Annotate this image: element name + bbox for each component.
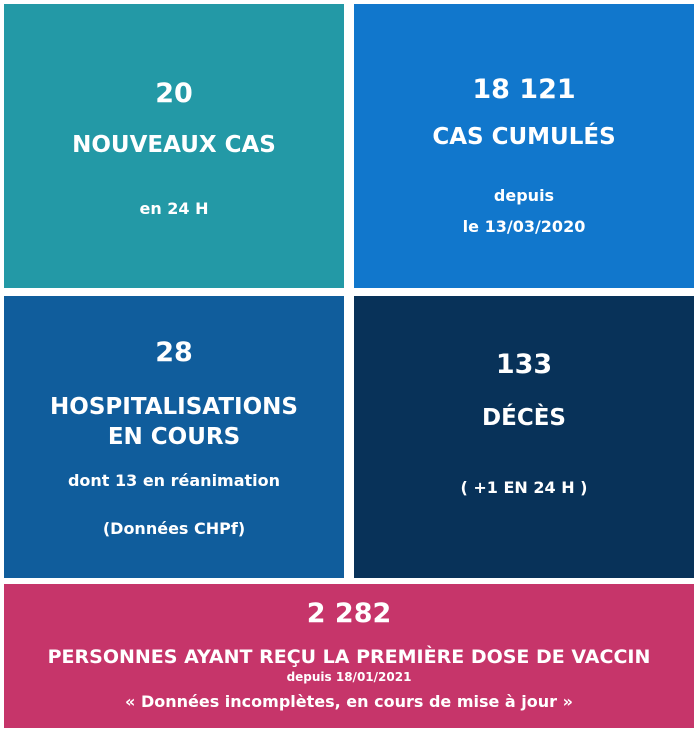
deaths-value: 133 (495, 349, 553, 380)
icu-count: dont 13 en réanimation (67, 471, 281, 490)
new-cases-card (4, 4, 344, 288)
data-source: (Données CHPf) (102, 519, 246, 538)
vaccination-note: « Données incomplètes, en cours de mise à jour » (125, 692, 573, 711)
hospitalisations-card (4, 296, 344, 578)
vaccination-card (4, 584, 694, 728)
deaths-label: DÉCÈS (482, 405, 566, 431)
hospitalisations-value: 28 (155, 337, 193, 368)
vaccination-value: 2 282 (306, 598, 392, 629)
hospitalisations-label: HOSPITALISATIONS (50, 394, 298, 420)
hospitalisations-label-2: EN COURS (107, 424, 241, 450)
cumulative-since-label: depuis (493, 186, 555, 205)
cumulative-cases-value: 18 121 (472, 74, 576, 105)
cumulative-since-date: le 13/03/2020 (462, 217, 586, 236)
deaths-24h: ( +1 EN 24 H ) (460, 478, 588, 497)
cumulative-cases-label: CAS CUMULÉS (432, 124, 616, 150)
cumulative-cases-card (354, 4, 694, 288)
new-cases-label: NOUVEAUX CAS (72, 132, 276, 158)
vaccination-label: PERSONNES AYANT REÇU LA PREMIÈRE DOSE DE VACCIN (47, 646, 651, 668)
vaccination-since: depuis 18/01/2021 (286, 670, 412, 684)
deaths-card (354, 296, 694, 578)
new-cases-period: en 24 H (139, 199, 209, 218)
new-cases-value: 20 (155, 78, 193, 109)
